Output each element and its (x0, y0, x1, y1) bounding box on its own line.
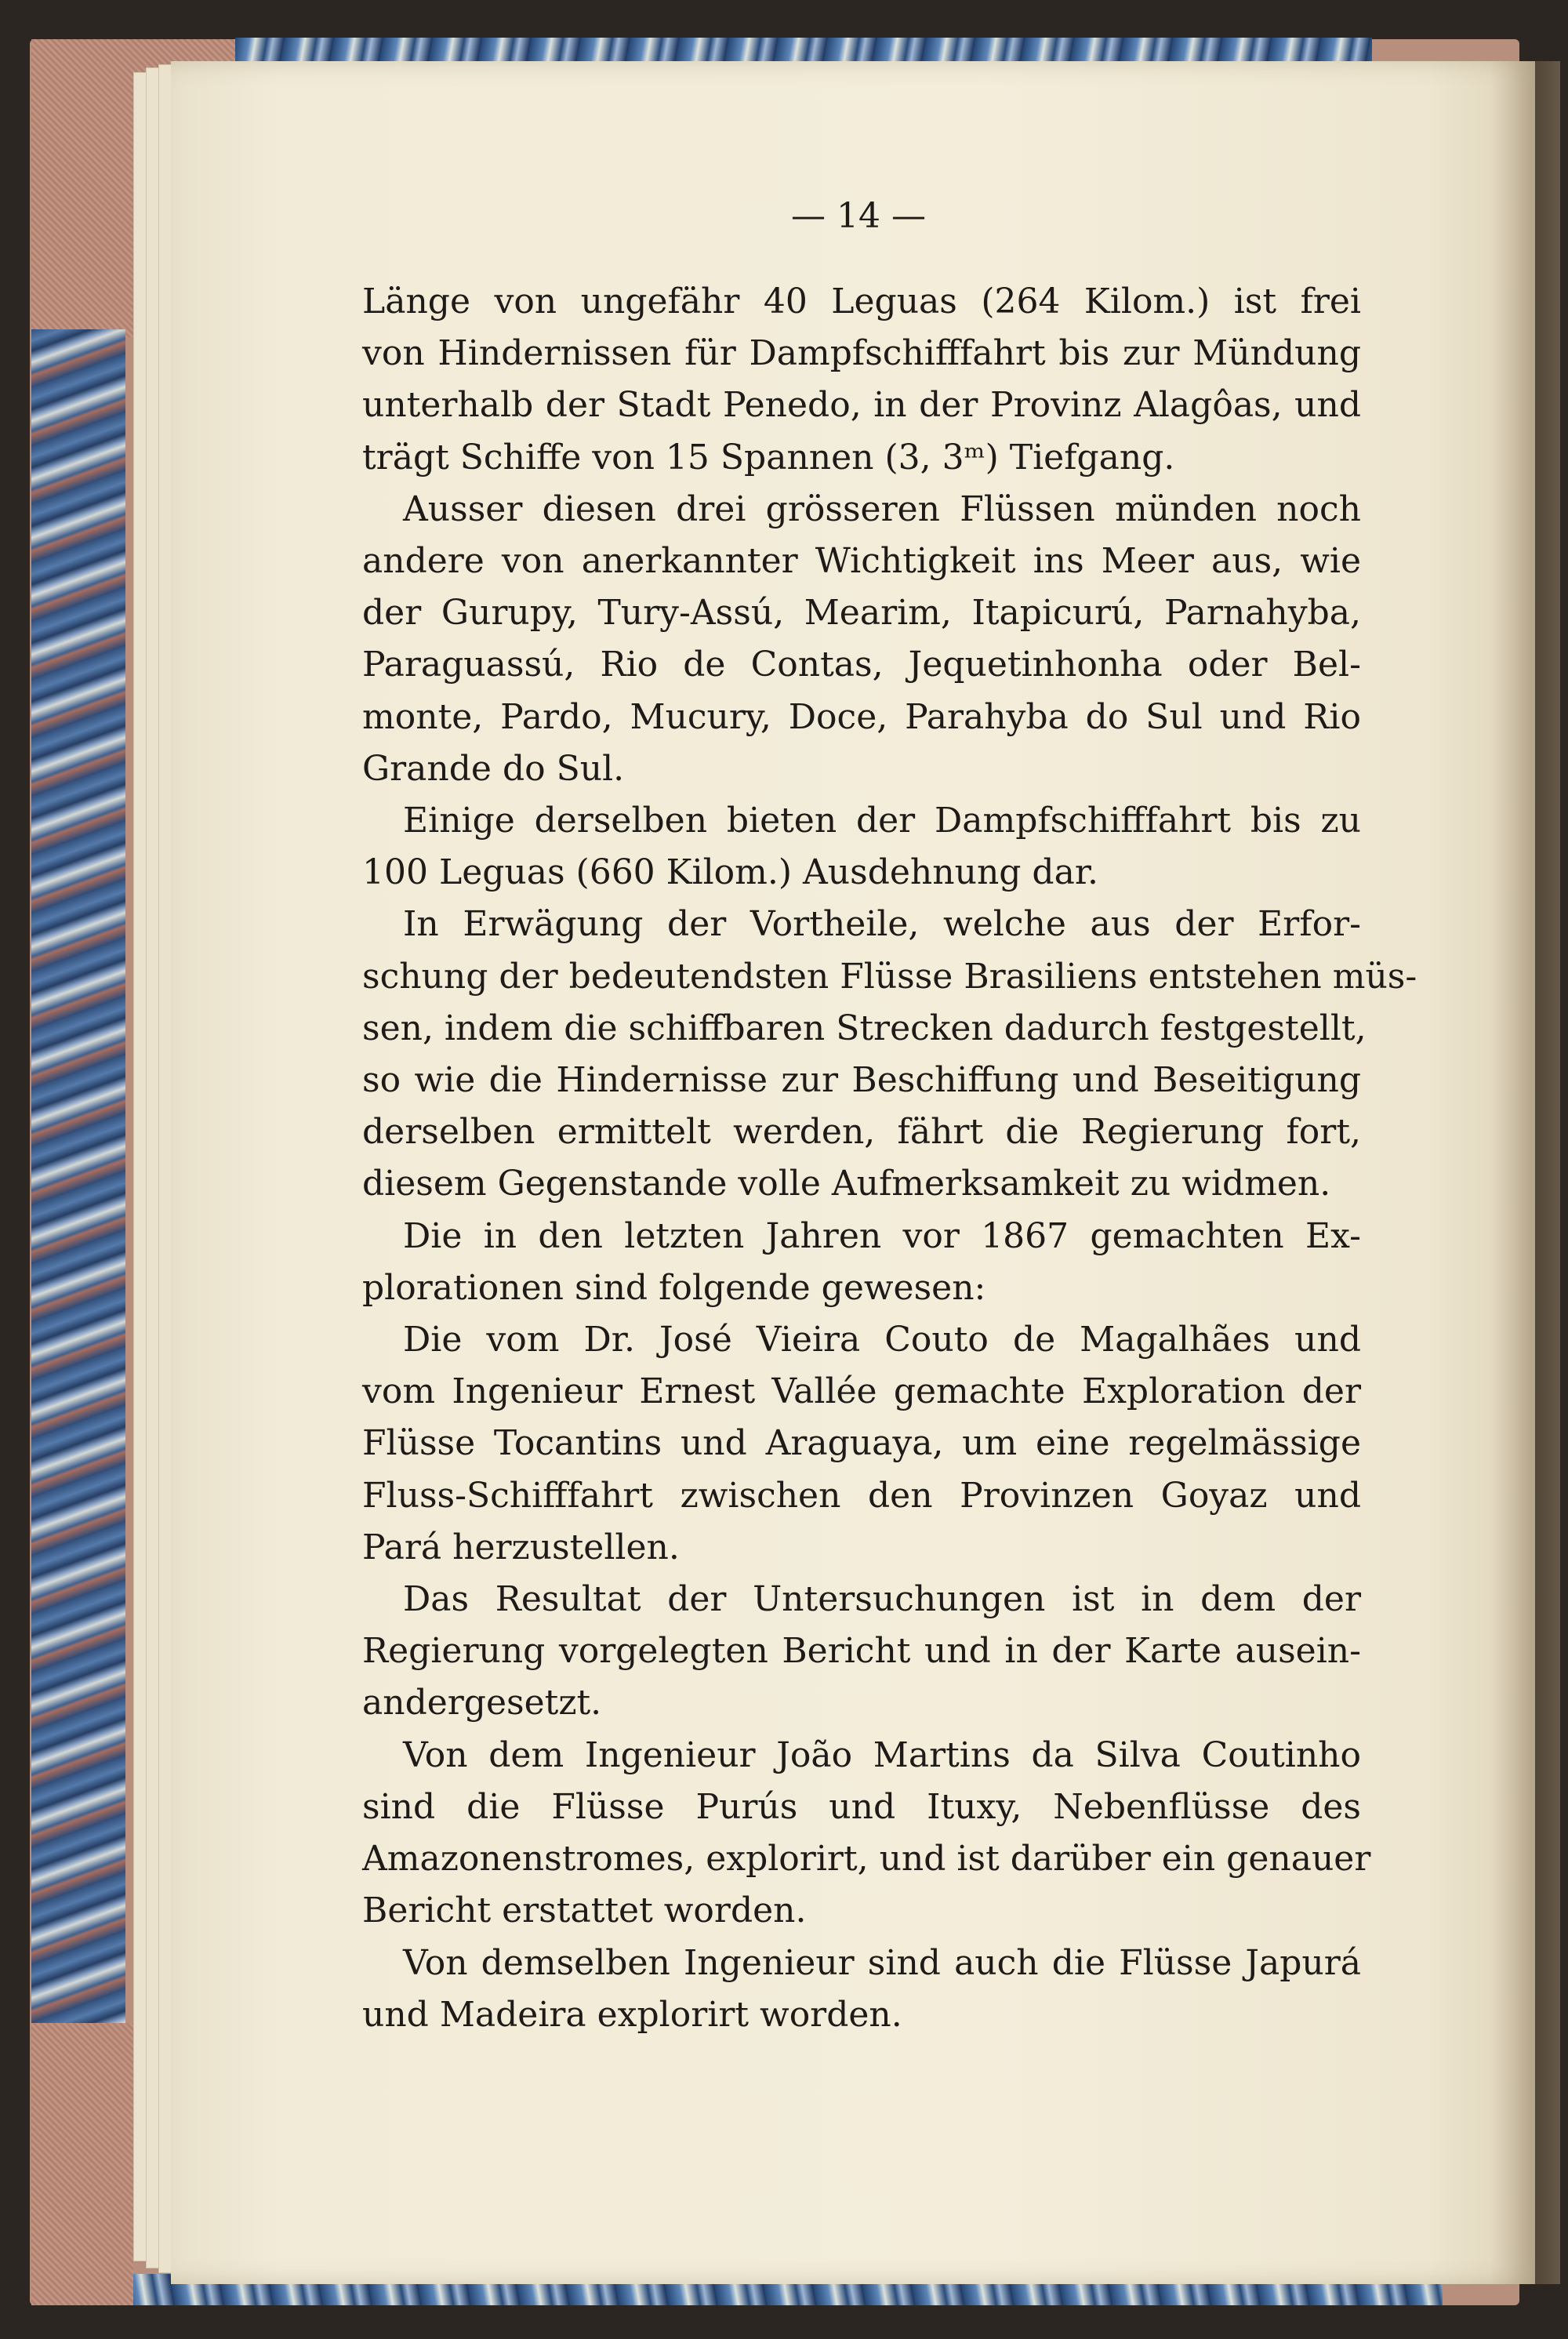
text-line: Flüsse Tocantins und Araguaya, um eine regelmässige (362, 1423, 1361, 1464)
paragraph (362, 795, 1361, 899)
paragraph (362, 1211, 1361, 1314)
text-line: sind die Flüsse Purús und Ituxy, Nebenflüsse des (362, 1786, 1361, 1827)
text-line: von Hindernissen für Dampfschifffahrt bis zur Mündung (362, 333, 1361, 374)
text-line: Die vom Dr. José Vieira Couto de Magalhães und (403, 1320, 1361, 1360)
text-line: andere von anerkannter Wichtigkeit ins Meer aus, wie (362, 541, 1361, 582)
text-line: Länge von ungefähr 40 Leguas (264 Kilom.) ist frei (362, 281, 1361, 321)
text-line: In Erwägung der Vortheile, welche aus der Erfor- (403, 904, 1361, 945)
cover-cloth-corner-bottom (31, 2023, 133, 2305)
paragraph (362, 1314, 1361, 1574)
text-line: Von demselben Ingenieur sind auch die Flüsse Japurá (403, 1942, 1361, 1983)
paragraph (362, 1730, 1371, 1938)
text-line: Die in den letzten Jahren vor 1867 gemachten Ex- (403, 1215, 1361, 1256)
text-line: Amazonenstromes, explorirt, und ist darüber ein genauer (362, 1839, 1371, 1880)
text-line: Ausser diesen drei grösseren Flüssen münden noch (403, 489, 1361, 529)
text-line: monte, Pardo, Mucury, Doce, Parahyba do Sul und Rio (362, 696, 1361, 737)
text-line: trägt Schiffe von 15 Spannen (3, 3ᵐ) Tiefgang. (362, 437, 1175, 478)
page-gutter-shadow (1490, 61, 1560, 2284)
text-line: Von dem Ingenieur João Martins da Silva Coutinho (403, 1734, 1361, 1775)
text-line: Einige derselben bieten der Dampfschifffahrt bis zu (403, 801, 1361, 841)
paragraph (362, 484, 1361, 795)
text-line: Grande do Sul. (362, 748, 625, 789)
text-line: andergesetzt. (362, 1683, 602, 1723)
text-line: unterhalb der Stadt Penedo, in der Provinz Alagôas, und (362, 385, 1361, 426)
text-line: Fluss-Schifffahrt zwischen den Provinzen Goyaz und (362, 1475, 1361, 1516)
paragraph (362, 1574, 1361, 1730)
body-text (362, 276, 1417, 2041)
paragraph (362, 899, 1417, 1210)
text-line: vom Ingenieur Ernest Vallée gemachte Exploration der (362, 1371, 1361, 1412)
text-line: diesem Gegenstande volle Aufmerksamkeit zu widmen. (362, 1164, 1331, 1204)
text-line: schung der bedeutendsten Flüsse Brasiliens entstehen müs- (362, 956, 1417, 997)
text-line: sen, indem die schiffbaren Strecken dadurch festgestellt, (362, 1008, 1367, 1048)
text-line: 100 Leguas (660 Kilom.) Ausdehnung dar. (362, 852, 1099, 893)
text-line: Bericht erstattet worden. (362, 1890, 807, 1931)
text-line: so wie die Hindernisse zur Beschiffung und Beseitigung (362, 1060, 1361, 1101)
page-number: — 14 — (791, 196, 926, 236)
text-line: Regierung vorgelegten Bericht und in der Karte ausein- (362, 1631, 1361, 1672)
text-line: plorationen sind folgende gewesen: (362, 1267, 986, 1308)
text-line: und Madeira explorirt worden. (362, 1994, 902, 2035)
paragraph (362, 276, 1361, 484)
paragraph (362, 1938, 1361, 2041)
text-line: der Gurupy, Tury-Assú, Mearim, Itapicurú, Parnahyba, (362, 593, 1361, 634)
text-line: Das Resultat der Untersuchungen ist in dem der (403, 1579, 1361, 1620)
text-line: Pará herzustellen. (362, 1527, 680, 1567)
text-line: Paraguassú, Rio de Contas, Jequetinhonha oder Bel- (362, 645, 1361, 685)
text-line: derselben ermittelt werden, fährt die Regierung fort, (362, 1112, 1361, 1153)
marbled-edge-left (31, 329, 125, 2305)
